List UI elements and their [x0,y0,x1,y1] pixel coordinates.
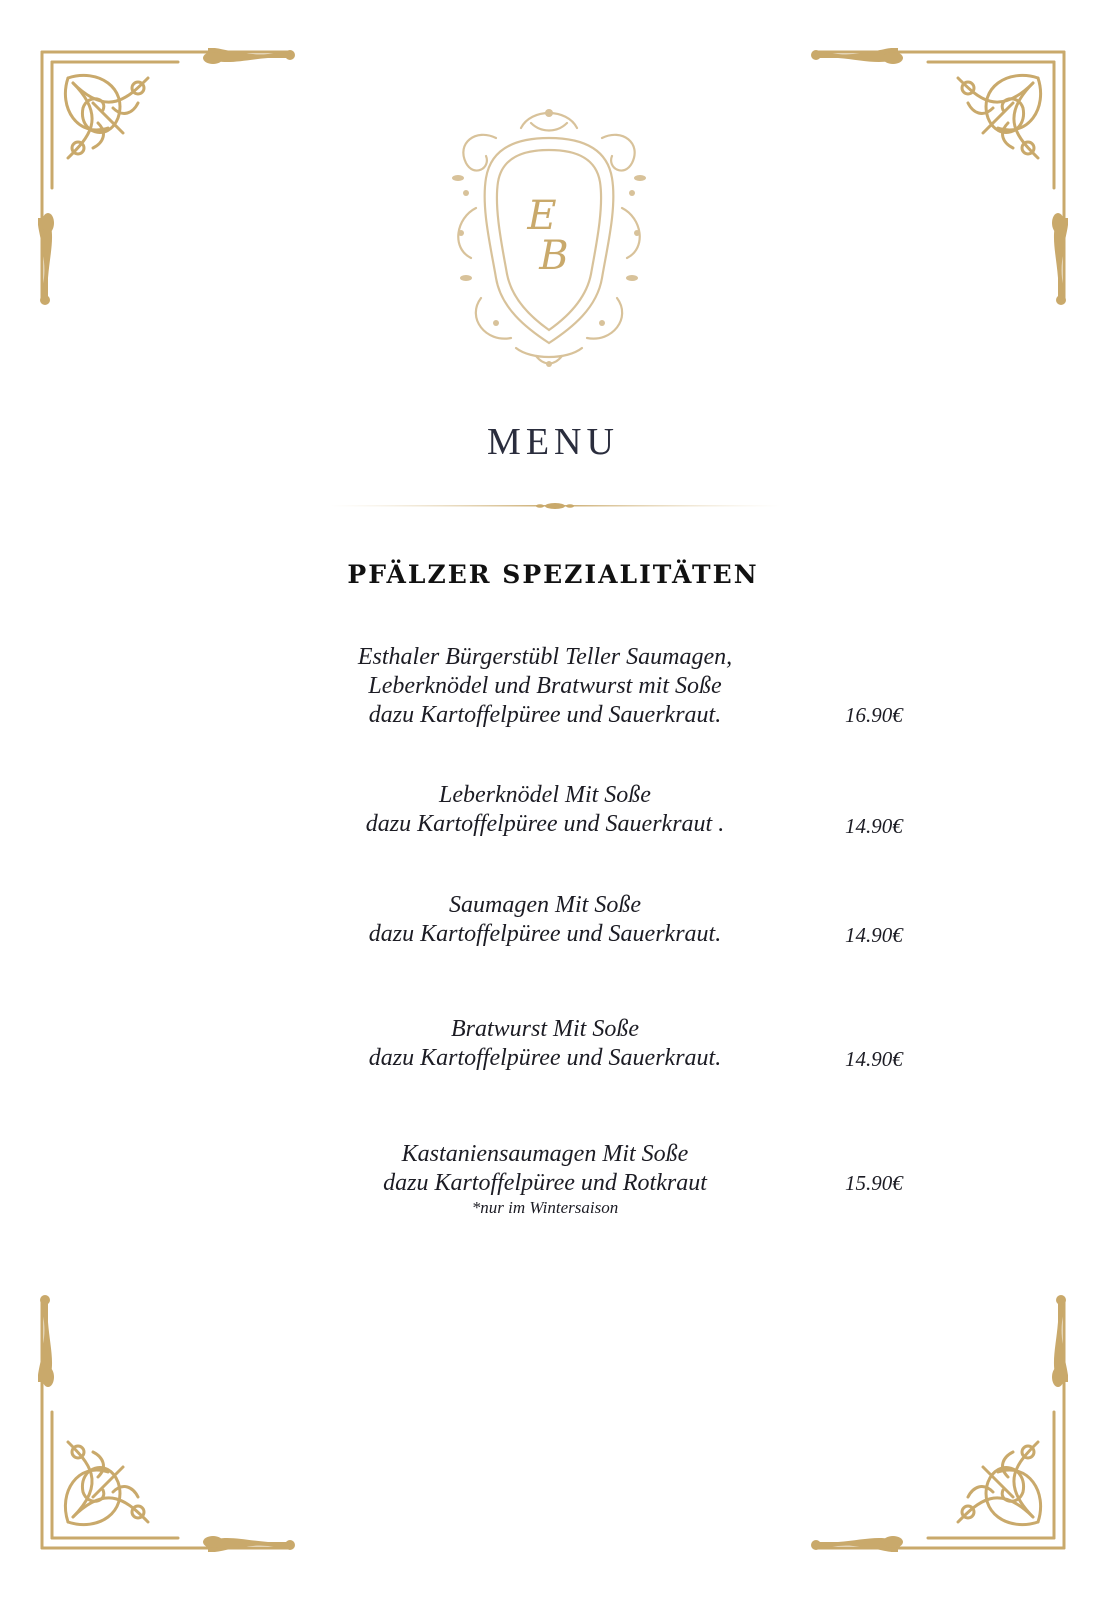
menu-item-description [320,781,770,839]
menu-item-price: 14.90€ [845,814,903,838]
menu-item-price: 14.90€ [845,923,903,947]
menu-item-note: *nur im Wintersaison [471,1198,619,1217]
monogram-letter-e: E [527,193,557,239]
menu-item-description [320,643,770,730]
menu-item-description [320,1015,770,1073]
monogram-letter-b: B [539,233,569,279]
menu-item-line: Saumagen Mit Soße [449,892,641,918]
corner-ornament-bottom-right [808,1292,1068,1552]
menu-item-line: dazu Kartoffelpüree und Sauerkraut. [368,1045,722,1071]
section-heading: PFÄLZER SPEZIALITÄTEN [347,560,759,589]
menu-item-line: dazu Kartoffelpüree und Rotkraut [383,1170,707,1196]
crest-logo [436,98,662,370]
menu-item-line: Kastaniensaumagen Mit Soße [401,1141,689,1167]
menu-item-line: dazu Kartoffelpüree und Sauerkraut. [368,921,722,947]
menu-item-line: Leberknödel und Bratwurst mit Soße [368,673,722,699]
ornamental-divider [330,500,780,512]
corner-ornament-top-right [808,48,1068,308]
menu-item-price: 15.90€ [845,1171,903,1195]
menu-item-line: Leberknödel Mit Soße [439,782,651,808]
menu-item-price: 14.90€ [845,1047,903,1071]
menu-item-line: dazu Kartoffelpüree und Sauerkraut . [365,811,725,837]
menu-item-line: dazu Kartoffelpüree und Sauerkraut. [368,702,722,728]
menu-item-price: 16.90€ [845,703,903,727]
corner-ornament-top-left [38,48,298,308]
menu-item-description [320,1140,770,1218]
menu-item-line: Bratwurst Mit Soße [450,1016,639,1042]
page-title: MENU [487,421,619,463]
menu-item-line: Esthaler Bürgerstübl Teller Saumagen, [357,644,733,670]
corner-ornament-bottom-left [38,1292,298,1552]
menu-item-description [320,891,770,949]
